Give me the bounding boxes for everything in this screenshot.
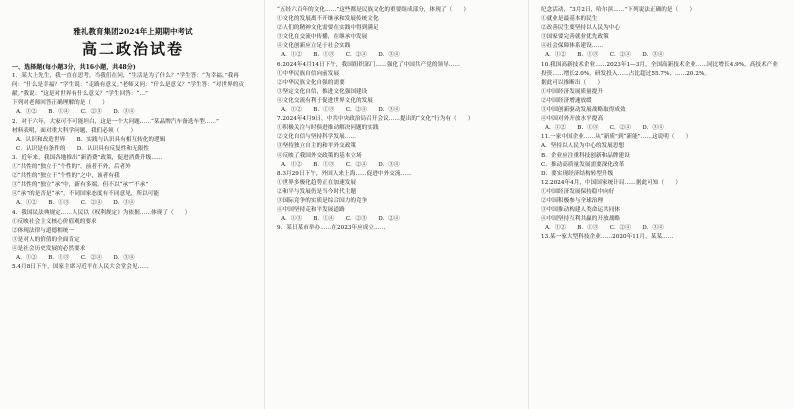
text-line: 3．近年来，我国各地推出“新消费”政策，促进消费升级…… (12, 154, 163, 161)
text-line: 1．某大上先生，我一直在思考，当我们在问，“生活是为了什么？”学生答：“为幸福。”我再问：“什么是幸福？”学生说：“走路有意义。”老师又问：“什么是意义？”学生答：“对世界的贡献。”我说：“这是对世界有什么意义？”学生回答：“…” (12, 73, 245, 98)
section-heading: 一、选择题(每小题3分，共16小题，共48分) (12, 64, 136, 71)
text-line: ③是对人的价值的全面肯定 (12, 236, 80, 243)
answer-options: C．认识是有条件的 D．认识具有反复性和无限性 (16, 145, 150, 152)
text-line: ④反映了我国外交政策的基本立场 (277, 152, 362, 159)
answer-options: A．①② B．①③ C．②④ D．③④ (16, 200, 135, 207)
answer-options: A．①② B．①④ C．②③ D．③④ (16, 109, 135, 116)
text-line: ④中国坚持互利共赢的开放战略 (541, 216, 621, 223)
text-line: ②改善民生要坚持以人民为中心 (541, 25, 621, 32)
text-line: ③文化在交流中传播，在继承中发展 (277, 34, 368, 41)
answer-options: A．①③ B．①④ C．②③ D．②④ (281, 216, 400, 223)
text-line: 11.一家中国企业……从“新质”到“新能”……这说明（ ） (541, 134, 692, 141)
text-line: ①中国经济发展质量提升 (541, 88, 604, 95)
column-middle (264, 0, 528, 409)
text-line: 材料表明，面对重大科学问题，我们必须（ ） (12, 127, 137, 134)
answer-options: A．①② B．①③ C．②④ D．③④ (545, 52, 664, 59)
text-line: ③坚持独立自主的和平外交政策 (277, 143, 357, 150)
text-line: ④是社会历史发展的必然要求 (12, 245, 86, 252)
text-line: “五经六百年的文化……”这些都是民族文化的重要组成部分，体现了（ ） (277, 7, 470, 13)
text-line: 纪念活动，“3月2日，哈尔滨……”下列说法正确的是（ ） (541, 7, 696, 13)
text-line: ①就业是最基本的民生 (541, 16, 598, 23)
answer-options: A．认识和改造世界 B．实践与认识具有相互转化的逻辑 (16, 136, 166, 143)
answer-options: A．①② B．①③ C．②④ D．③④ (16, 254, 135, 261)
text-line: ①世界多极化趋势正在加速发展 (277, 179, 357, 186)
text-line: ④文化创新应立足于社会实践 (277, 43, 351, 50)
answer-options: A．①② B．①③ C．②④ D．③④ (281, 52, 400, 59)
text-line: 12.2024年4月，中国国家统计局……据此可知（ ） (541, 179, 681, 186)
text-line: ④“承”的是否是“承”，不同国家态度有不同意见，所以可能 (12, 191, 160, 198)
text-line: ①积极关注与时俱进推动解决问题的实践 (277, 125, 379, 132)
text-line: ③“共性的”独立“承”中，新有多端，但不以“承”“不承” (12, 182, 149, 189)
text-line: 8.3月29日下午，外国人来上海……促进中外交流…… (277, 170, 412, 177)
text-line: 4．我国民法典规定……人民以《权利规定》为依据……体现了（ ） (12, 209, 191, 216)
text-line: 2．对于六年，大家可不可能坦白，这是一个大问题……“某品牌汽车备选车型……” (12, 118, 219, 125)
text-line: ②人们的精神文化需要在实践中得到满足 (277, 25, 379, 32)
column-left (0, 0, 264, 409)
text-line: ①反映社会主义核心价值观的要求 (12, 218, 97, 225)
text-line: ③国家要完善就业优先政策 (541, 34, 609, 41)
answer-options: A．①② B．①③ C．②④ D．③④ (281, 161, 400, 168)
text-line: ②“共性的”独立于“个性的”之中，该者有我 (12, 173, 120, 180)
text-line: ③国际竞争的实质是综合国力的竞争 (277, 197, 368, 204)
column-right (528, 0, 792, 409)
text-line: ②中国积极参与全球治理 (541, 197, 604, 204)
text-line: ②和平与发展仍是当今时代主题 (277, 188, 357, 195)
text-line: 5.4月8日下午，国家主席习近平在人民大会堂会见…… (12, 264, 149, 271)
school-header: 雅礼教育集团2024年上期期中考试 (73, 27, 193, 36)
text-line: 下列对老师回答正确理解的是（ ） (12, 100, 108, 107)
text-line: ①文化的发展离不开继承和发展传统文化 (277, 16, 379, 23)
text-line: ②中华民族文化自强的需要 (277, 79, 345, 86)
text-line: 7.2024年4月9日，中共中央政治局召开会议……提出的“文化”行为有（ ） (277, 116, 474, 123)
text-line: A．坚持以人民为中心的发展思想 (541, 143, 625, 150)
text-line: ④中国对外开放水平提高 (541, 116, 604, 123)
answer-options: A．①② B．①③ C．②④ D．③④ (281, 107, 400, 114)
text-line: ②体现法律与道德相统一 (12, 227, 75, 234)
text-line: ④社会保障体系建设…… (541, 43, 604, 50)
text-line: C．推动高质量发展需要深化改革 (541, 161, 625, 168)
text-line: 6.2024年4月14日下午，我国组织部门……强化了中国共产党的领导…… (277, 61, 461, 68)
text-line: 13.某一家大型科技企业……2020年11月，某某…… (541, 234, 674, 241)
text-line: ③中国创新驱动发展战略取得成效 (541, 107, 626, 114)
text-line: ③坚定文化自信，推进文化强国建设 (277, 88, 368, 95)
text-line: ②文化自信与坚持科学发展…… (277, 134, 357, 141)
text-line: 9．某日某市举办……在2023年应成立…… (277, 225, 386, 232)
text-line: B．企业应注重科技创新和品牌建设 (541, 152, 630, 159)
column-text (12, 63, 254, 272)
text-line: ③中国推动构建人类命运共同体 (541, 207, 621, 214)
exam-title: 高二政治试卷 (81, 40, 184, 58)
text-line: 10.我国高新技术企业……2023年1—3月，全国高新技术企业……同比增长4.9%，高技术产业投资……增长2.0%，研发投入……占比超过55.7%，……20.2%。 (541, 61, 778, 77)
answer-options: A．①② B．①③ C．②④ D．③④ (545, 225, 664, 232)
answer-options: A．①② B．①③ C．②④ D．③④ (545, 125, 664, 132)
text-line: ④中国坚持走和平发展道路 (277, 207, 345, 214)
text-line: ①中国经济发展保持稳中向好 (541, 188, 615, 195)
text-line: D．要实现经济结构转型升级 (541, 170, 614, 177)
text-line: ①“共性的”独立于“个性的”，前者不外，后者外 (12, 164, 131, 171)
text-line: ①中华民族自信向前发展 (277, 70, 340, 77)
text-line: ②中国经济增速放缓 (541, 97, 592, 104)
text-line: 据此可以推断出（ ） (541, 79, 604, 86)
text-line: ④文化交流有利于促进世界文化的发展 (277, 97, 373, 104)
